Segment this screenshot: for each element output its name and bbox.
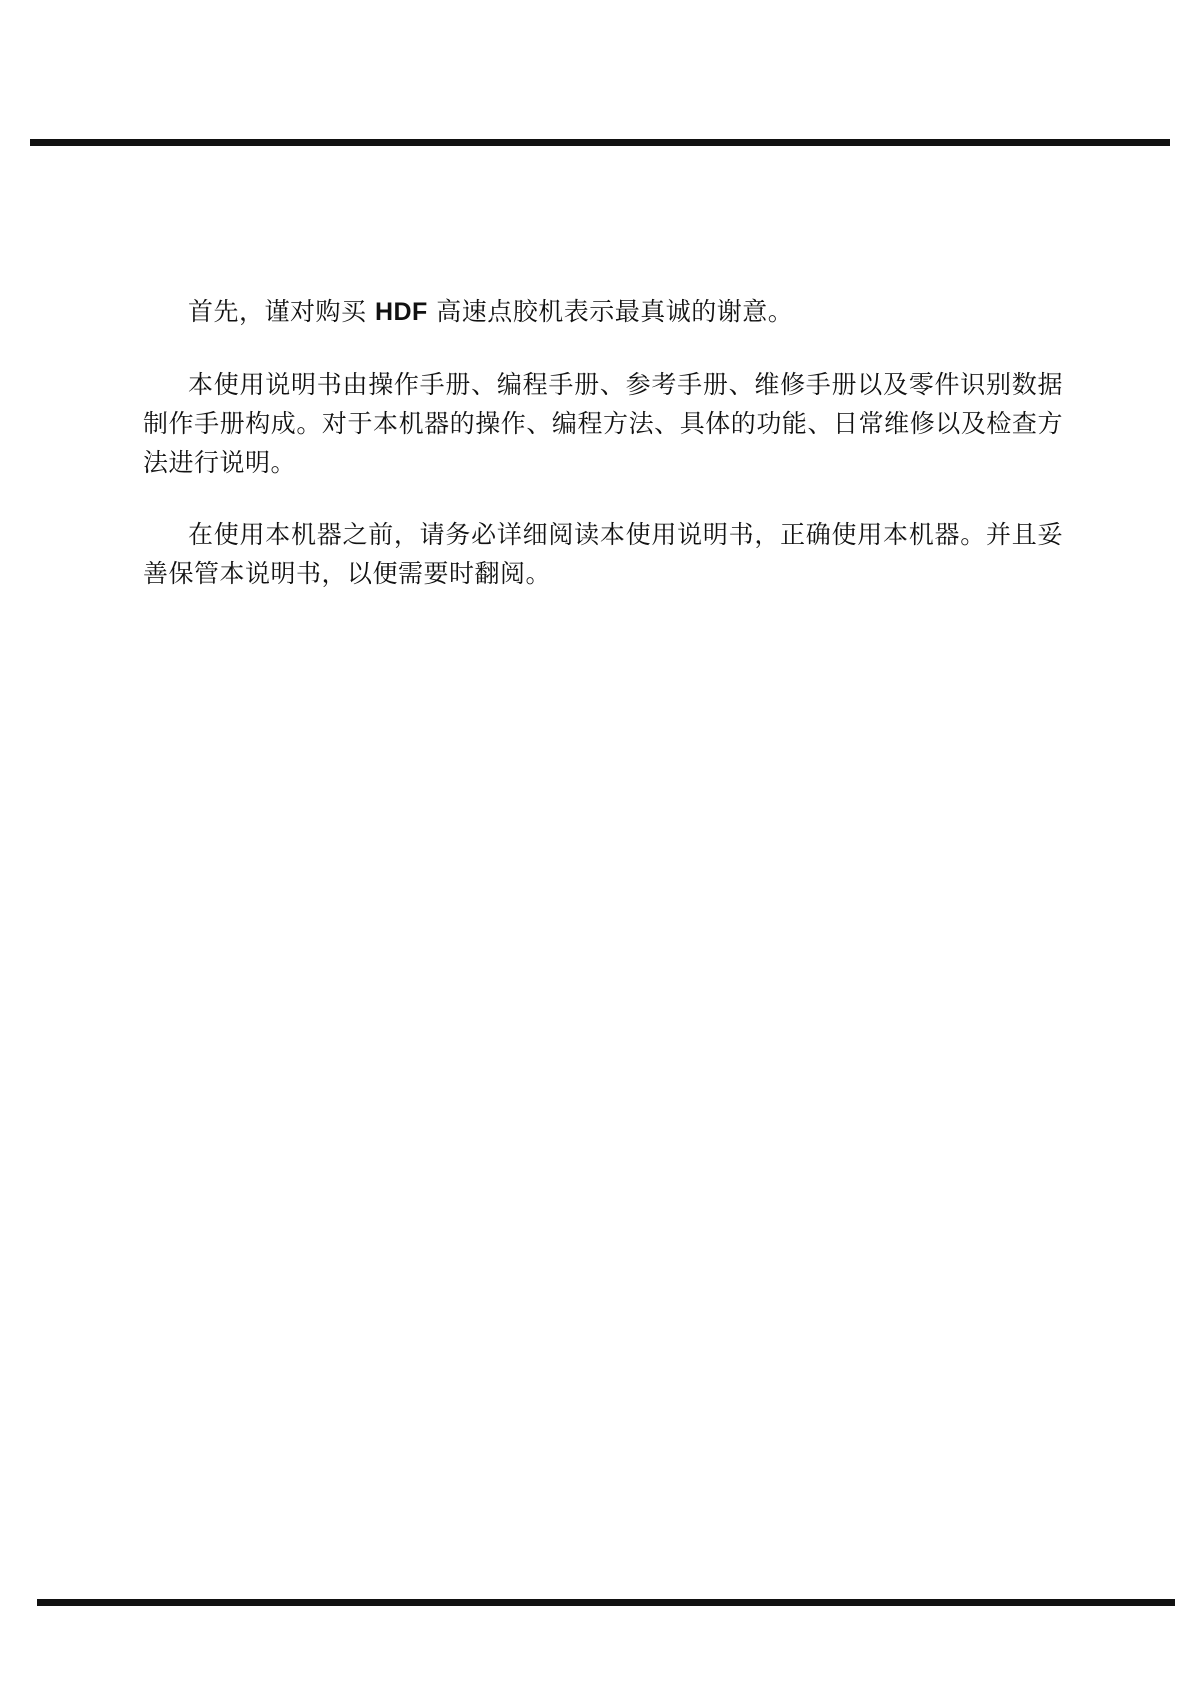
intro-text-before: 首先，谨对购买: [188, 297, 375, 326]
top-rule: [30, 139, 1170, 146]
intro-paragraph: [143, 292, 1063, 332]
intro-text-after: 高速点胶机表示最真诚的谢意。: [427, 297, 794, 326]
brand-name: HDF: [374, 298, 428, 326]
usage-note-paragraph: 在使用本机器之前，请务必详细阅读本使用说明书，正确使用本机器。并且妥善保管本说明书，以便需要时翻阅。: [143, 520, 1063, 588]
manual-structure-paragraph: 本使用说明书由操作手册、编程手册、参考手册、维修手册以及零件识别数据制作手册构成。对于本机器的操作、编程方法、具体的功能、日常维修以及检查方法进行说明。: [143, 370, 1063, 477]
bottom-rule: [37, 1599, 1175, 1606]
document-body: [143, 292, 1063, 593]
